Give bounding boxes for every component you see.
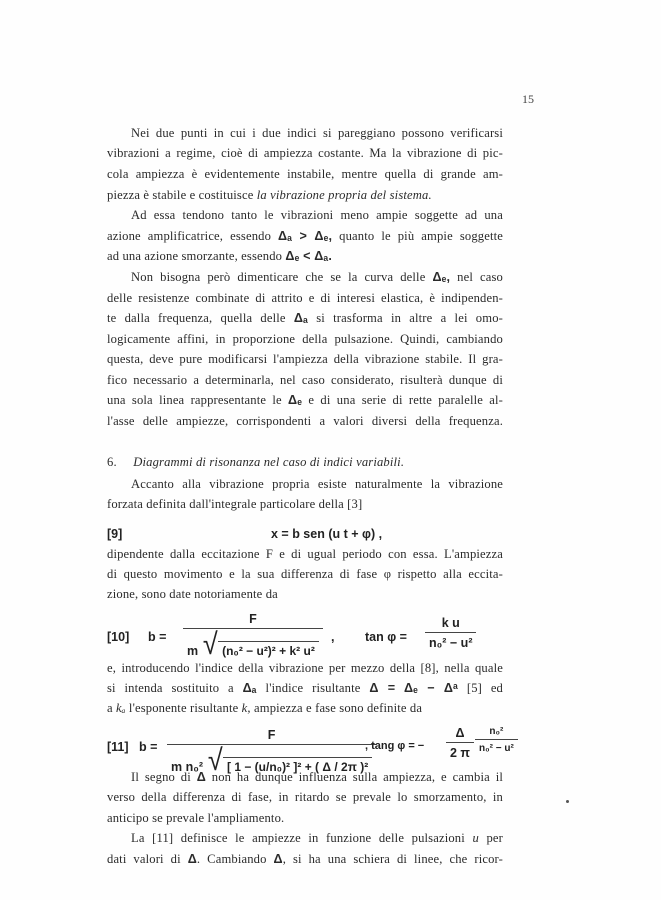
sqrt-symbol: √	[207, 744, 223, 777]
equation-9	[107, 527, 503, 541]
text-segment: Δₐ	[293, 311, 308, 325]
equation-lhs: b =	[139, 740, 158, 754]
text-line	[107, 660, 503, 676]
section-title: Diagrammi di risonanza nel caso di indici variabili.	[133, 455, 405, 469]
text-segment: logicamente affini, in proporzione della pulsazione. Quindi, cambiando	[107, 332, 503, 346]
text-segment: k,	[241, 701, 251, 715]
text-line	[107, 351, 503, 367]
text-segment: delle resistenze combinate di attrito e di interesi elastica, è indipenden-	[107, 291, 503, 305]
text-line	[107, 546, 503, 562]
text-line	[131, 830, 503, 846]
text-line	[107, 566, 503, 582]
text-segment: u	[472, 831, 479, 845]
text-segment: l'esponente risultante	[125, 701, 242, 715]
text-line	[107, 248, 503, 264]
text-segment: Δₐ	[242, 681, 257, 695]
text-line	[131, 269, 503, 285]
separator: ,	[331, 630, 335, 644]
text-line	[107, 392, 503, 408]
text-line	[107, 586, 503, 602]
text-segment: Δₑ	[288, 393, 303, 407]
scan-speck	[566, 800, 569, 803]
text-segment: Δ	[273, 852, 283, 866]
text-segment: kₐ	[116, 701, 126, 715]
page-number: 15	[522, 92, 534, 106]
text-segment: Ad essa tendono tanto le vibrazioni meno ampie soggette ad una	[131, 208, 503, 222]
text-line	[107, 145, 503, 161]
denominator: n₀² − u²	[429, 636, 473, 650]
text-segment: zione, sono date notoriamente da	[107, 587, 278, 601]
text-segment: l'indice risultante	[256, 681, 370, 695]
text-segment: si intenda sostituito a	[107, 681, 243, 695]
text-segment: verso della differenza di fase, in ritardo se prevale lo smorzamento, in	[107, 790, 503, 804]
text-line	[131, 207, 503, 223]
text-line	[107, 331, 503, 347]
text-segment: Accanto alla vibrazione propria esiste naturalmente la vibrazione	[131, 477, 503, 491]
text-segment: a	[107, 701, 117, 715]
text-segment: Nei due punti in cui i due indici si pareggiano possono verificarsi	[131, 126, 503, 140]
text-segment: vibrazioni a regime, cioè di ampiezza costante. Ma la vibrazione di pic-	[107, 146, 503, 160]
text-segment: Δₑ < Δₐ.	[285, 249, 333, 263]
numerator: F	[167, 728, 376, 745]
text-line	[107, 413, 503, 429]
text-segment: cola ampiezza è evidentemente instabile, mentre quella di grande am-	[107, 167, 503, 181]
text-segment: di questo movimento e la sua differenza di fase φ rispetto alla eccita-	[107, 567, 503, 581]
equation-label: [11]	[107, 740, 129, 754]
equation-rhs-lhs: tan φ =	[365, 630, 407, 644]
text-line	[107, 700, 503, 716]
denominator: n₀² − u²	[479, 743, 514, 754]
text-segment: ad una azione smorzante, essendo	[107, 249, 286, 263]
equation-label: [9]	[107, 527, 123, 541]
text-segment: anticipo se prevale l'ampliamento.	[107, 811, 285, 825]
text-segment: Δ	[196, 770, 206, 784]
radicand: (n₀² − u²)² + k² u²	[218, 641, 319, 658]
text-segment: una sola linea rappresentante le	[107, 393, 289, 407]
denominator	[171, 744, 372, 777]
fraction	[450, 726, 470, 760]
text-line	[107, 496, 503, 512]
text-segment: fico necessario a determinarla, nel caso considerato, risulterà dunque di	[107, 373, 503, 387]
coefficient: m	[187, 644, 199, 658]
fraction	[429, 616, 472, 650]
text-segment: si trasforma in altre a lei omo-	[308, 311, 503, 325]
text-segment: Il segno di	[131, 770, 197, 784]
text-line	[107, 290, 503, 306]
text-line	[107, 166, 503, 182]
numerator: k u	[425, 616, 476, 633]
sqrt-symbol: √	[202, 628, 218, 661]
text-segment: Δ	[187, 852, 197, 866]
section-heading	[107, 454, 503, 470]
text-line	[107, 228, 503, 244]
text-segment: ampiezza e fase sono definite da	[250, 701, 423, 715]
text-line	[107, 187, 503, 203]
text-segment: questa, deve pure modificarsi l'ampiezza della vibrazione stabile. Il gra-	[107, 352, 503, 366]
fraction	[187, 612, 319, 661]
text-segment: nel caso	[450, 270, 503, 284]
text-segment: azione amplificatrice, essendo	[107, 229, 279, 243]
equation-label: [10]	[107, 630, 130, 644]
text-line	[131, 125, 503, 141]
text-line	[107, 789, 503, 805]
fraction	[479, 726, 514, 754]
text-segment: la vibrazione propria del sistema.	[256, 188, 432, 202]
equation-body: x = b sen (u t + φ) ,	[271, 527, 383, 541]
text-line	[131, 476, 503, 492]
numerator: F	[183, 612, 323, 629]
numerator: n₀²	[475, 726, 518, 740]
text-line	[107, 851, 503, 867]
text-segment: , si ha una schiera di linee, che ricor-	[282, 852, 503, 866]
text-segment: Δₐ > Δₑ,	[278, 229, 333, 243]
text-segment: te dalla frequenza, quella delle	[107, 311, 294, 325]
text-line	[107, 810, 503, 826]
text-segment: Δₑ,	[432, 270, 451, 284]
text-segment: e, introducendo l'indice della vibrazione per mezzo della [8], nella quale	[107, 661, 503, 675]
text-segment: quanto le più ampie soggette	[332, 229, 503, 243]
text-segment: Δ = Δₑ − Δᵃ	[369, 681, 459, 695]
text-segment: [5] ed	[458, 681, 504, 695]
text-line	[107, 372, 503, 388]
text-segment: dati valori di	[107, 852, 188, 866]
numerator: Δ	[446, 726, 474, 743]
coefficient: m n₀²	[171, 760, 204, 774]
denominator: 2 π	[450, 746, 470, 760]
text-segment: piezza è stabile e costituisce	[107, 188, 257, 202]
denominator	[187, 628, 319, 661]
text-line	[107, 680, 503, 696]
text-segment: per	[478, 831, 503, 845]
text-segment: l'asse delle ampiezze, corrispondenti a valori diversi della frequenza.	[107, 414, 503, 428]
text-segment: non ha dunque influenza sulla ampiezza, e cambia il	[205, 770, 503, 784]
text-segment: forzata definita dall'integrale particolare della [3]	[107, 497, 363, 511]
radicand: [ 1 − (u/n₀)² ]² + ( Δ / 2π )²	[223, 757, 372, 774]
text-segment: Non bisogna però dimenticare che se la curva delle	[131, 270, 433, 284]
separator: , tang φ = −	[365, 740, 425, 752]
text-segment: dipendente dalla eccitazione F e di ugual periodo con essa. L'ampiezza	[107, 547, 503, 561]
text-segment: e di una serie di rette paralelle al-	[302, 393, 503, 407]
fraction	[171, 728, 372, 777]
text-segment: . Cambiando	[196, 852, 274, 866]
text-line	[107, 310, 503, 326]
section-number: 6.	[107, 455, 117, 469]
equation-lhs: b =	[148, 630, 167, 644]
text-segment: La [11] definisce le ampiezze in funzione delle pulsazioni	[131, 831, 473, 845]
